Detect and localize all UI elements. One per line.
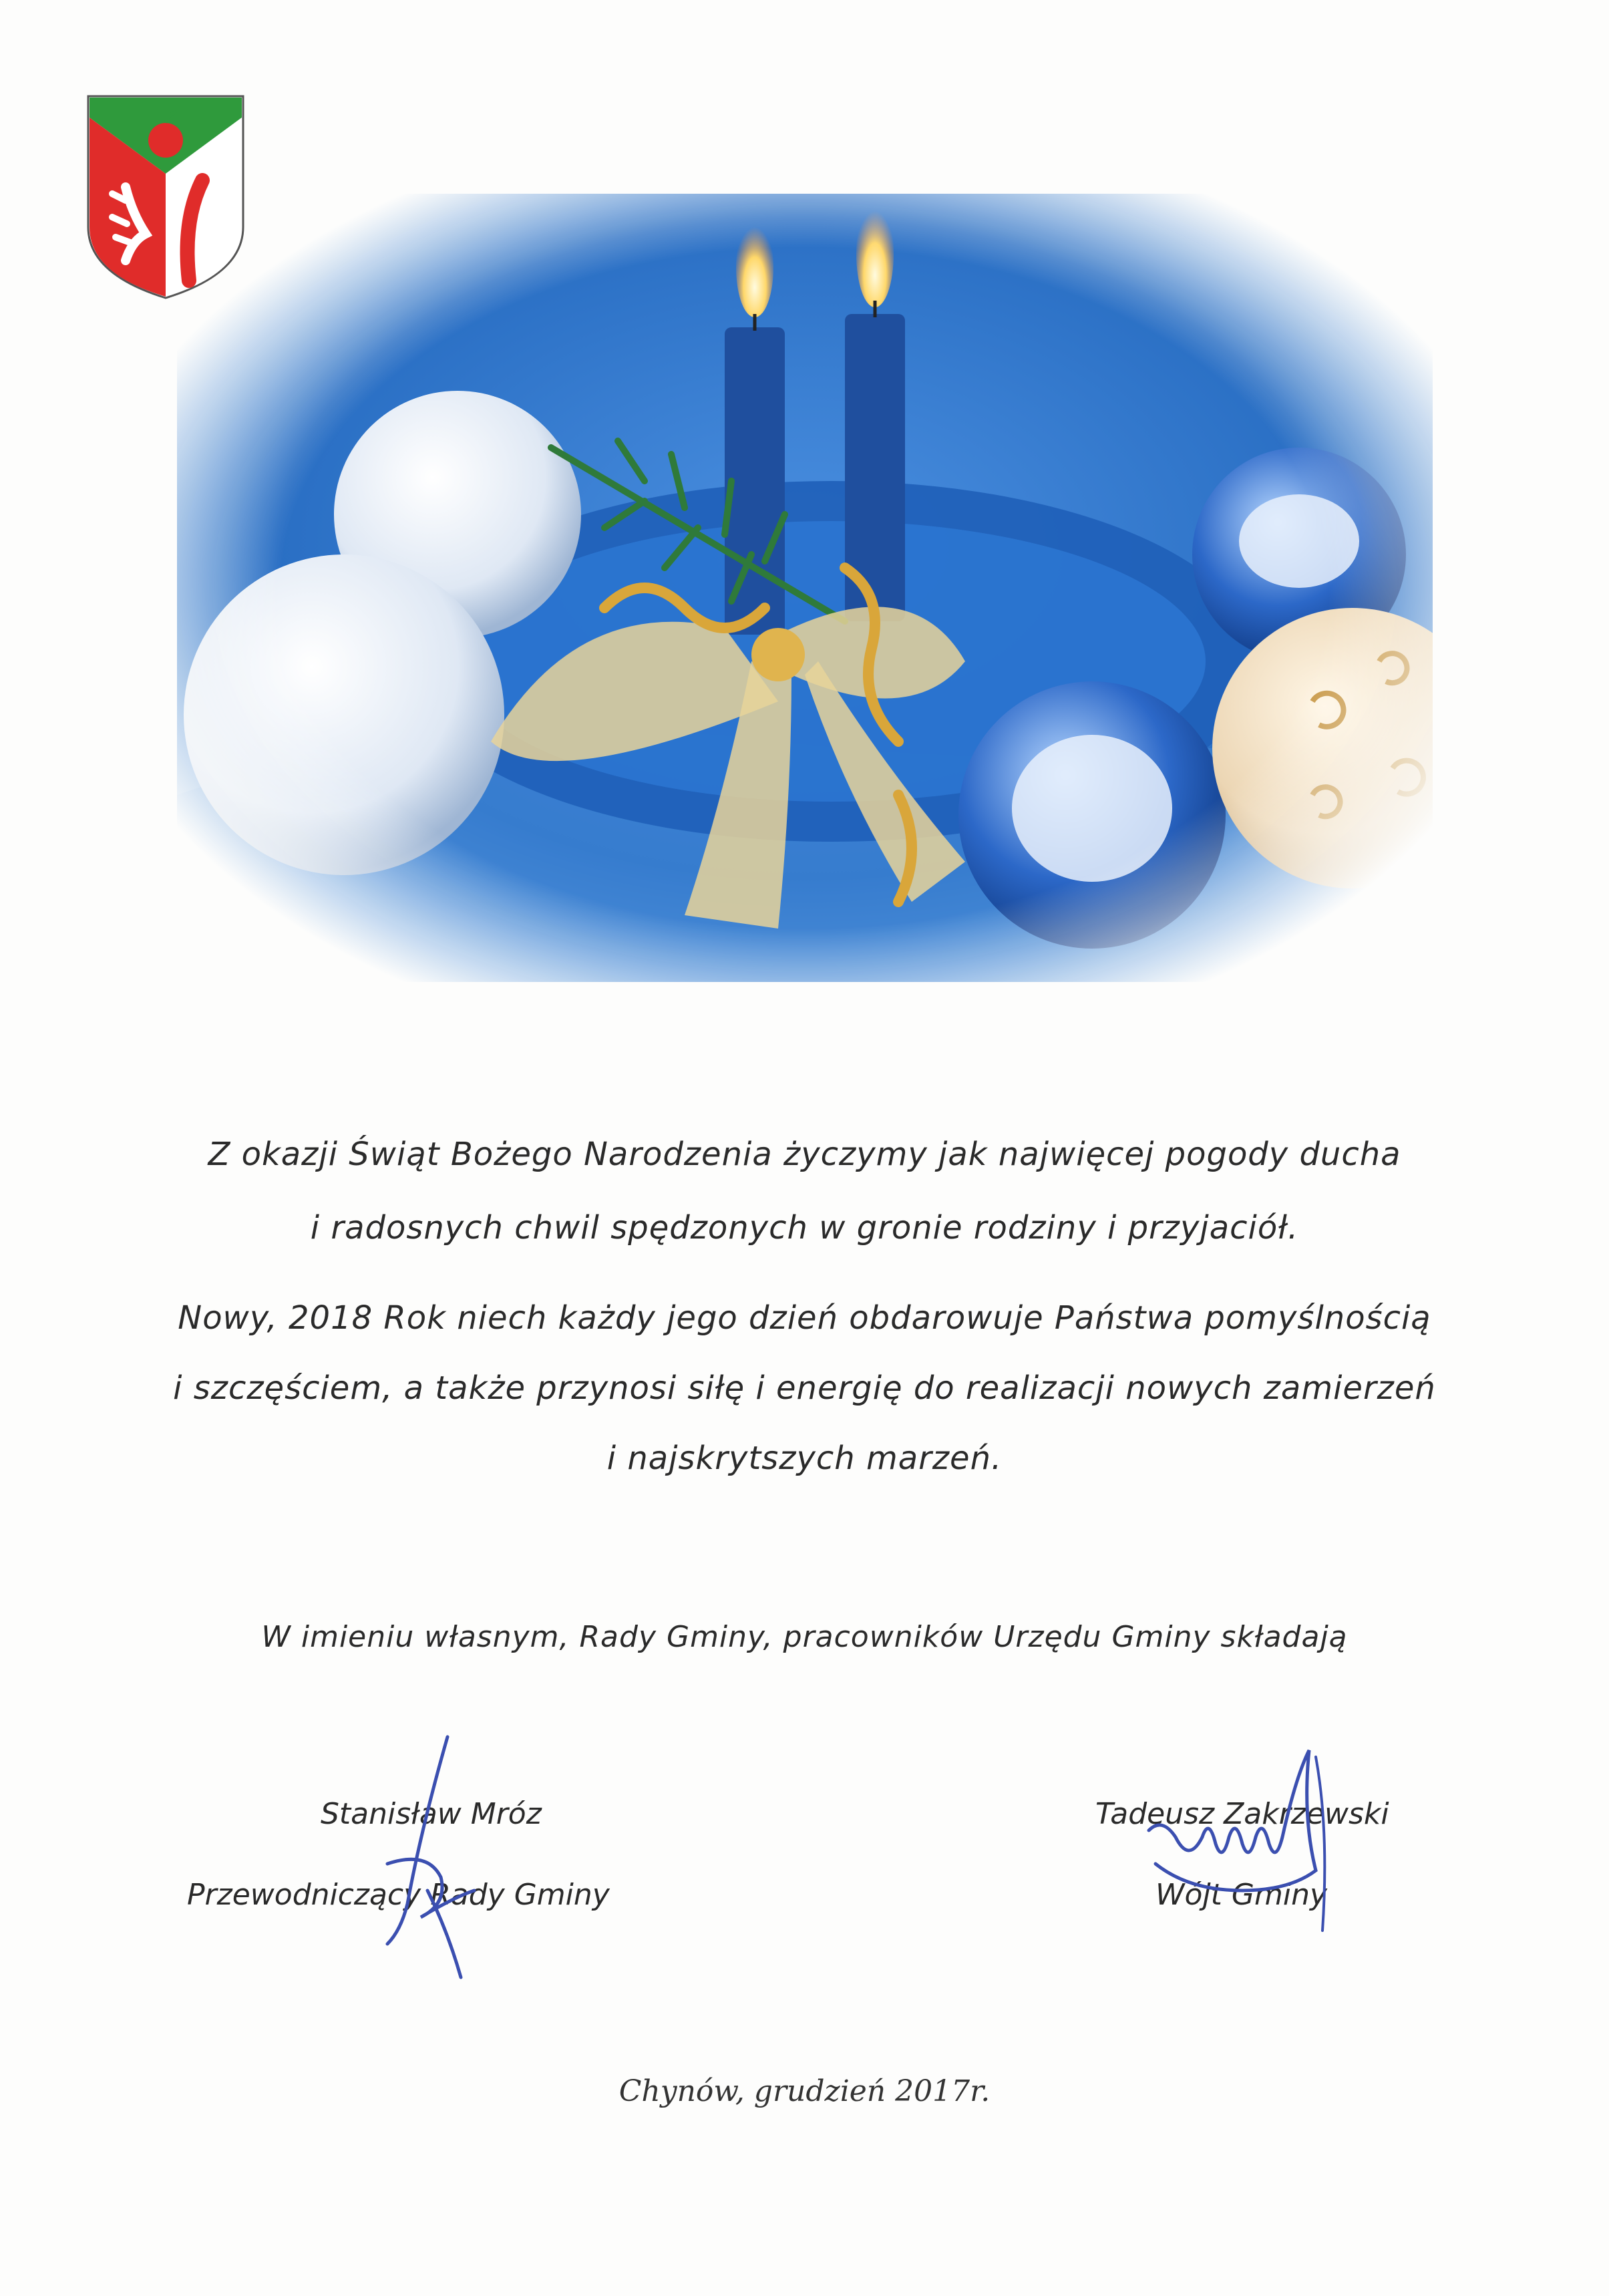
- greeting-line-2: i radosnych chwil spędzonych w gronie rodziny i przyjaciół.: [310, 1209, 1299, 1247]
- handwritten-signature-right: [1135, 1737, 1363, 1937]
- signatory-name-right: Tadeusz Zakrzewski: [1095, 1797, 1389, 1831]
- signatory-title-left: Przewodniczący Rady Gminy: [187, 1878, 610, 1912]
- signatory-name-left: Stanisław Mróz: [321, 1797, 542, 1831]
- signoff-intro: W imieniu własnym, Rady Gminy, pracowników Urzędu Gminy składają: [261, 1620, 1348, 1654]
- place-and-date: Chynów, grudzień 2017r.: [618, 2074, 991, 2108]
- greeting-line-1: Z okazji Świąt Bożego Narodzenia życzymy jak najwięcej pogody ducha: [208, 1136, 1401, 1173]
- greeting-line-3: Nowy, 2018 Rok niech każdy jego dzień obdarowuje Państwa pomyślnością: [178, 1299, 1431, 1337]
- greeting-line-5: i najskrytszych marzeń.: [606, 1440, 1003, 1477]
- greeting-line-4: i szczęściem, a także przynosi siłę i energię do realizacji nowych zamierzeń: [173, 1369, 1436, 1407]
- handwritten-signature-left: [347, 1730, 521, 1984]
- signatory-title-right: Wójt Gminy: [1155, 1878, 1327, 1912]
- christmas-candles-and-baubles-photo: [177, 194, 1433, 982]
